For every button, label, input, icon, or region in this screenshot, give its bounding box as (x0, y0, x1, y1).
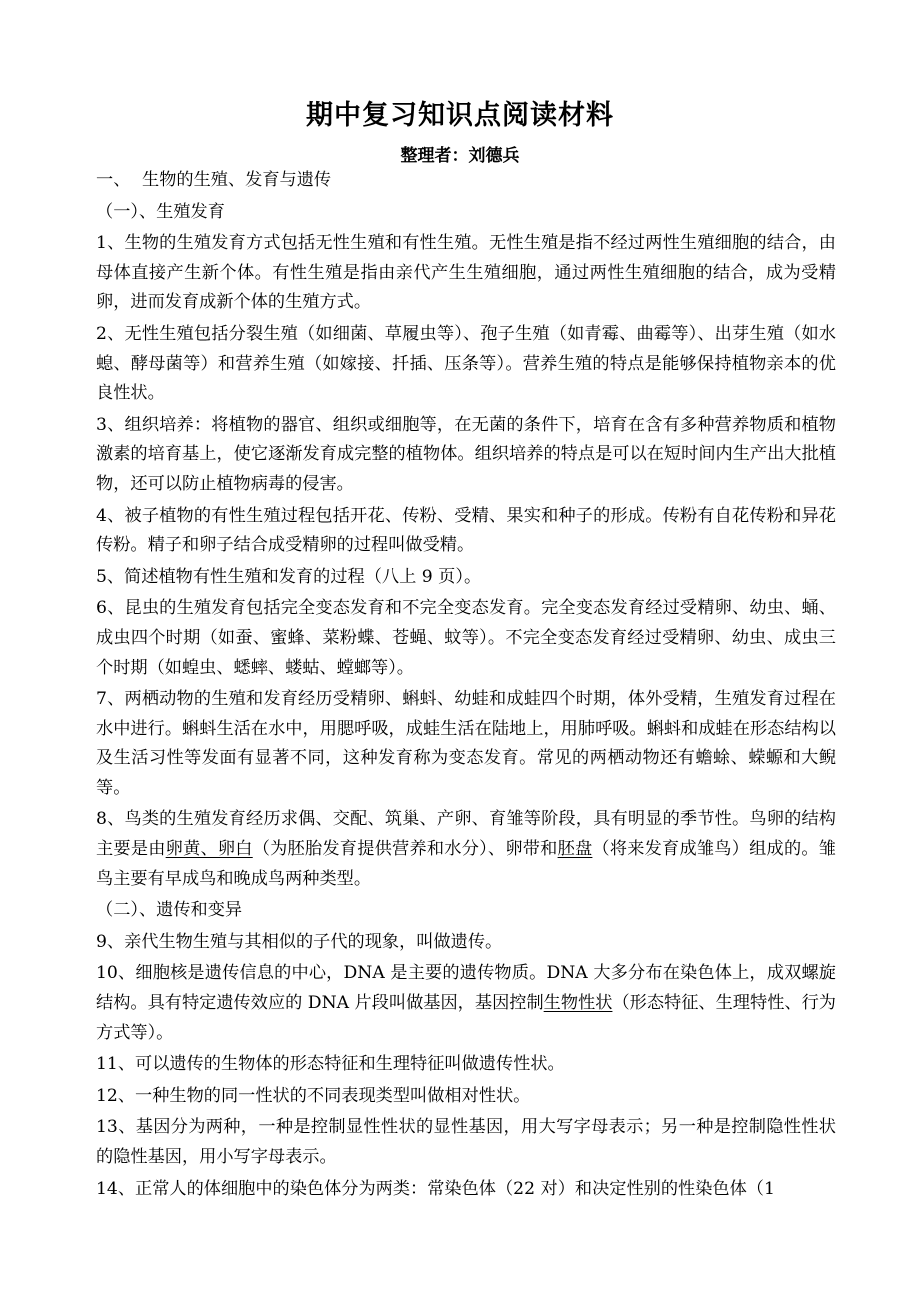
paragraph-5: 5、简述植物有性生殖和发育的过程（八上 9 页）。 (96, 566, 482, 587)
paragraph-10 (96, 959, 836, 1048)
p8-text-c: （将来发育成雏鸟）组成的。雏鸟主要有早成鸟和晚成鸟两种类型。 (96, 839, 836, 889)
p10-text-a: 10、细胞核是遗传信息的中心，DNA 是主要的遗传物质。DNA 大多分布在染色体上，成双螺旋结构。具有特定遗传效应的 DNA 片段叫做基因，基因控制 (96, 963, 836, 1014)
paragraph-6: 6、昆虫的生殖发育包括完全变态发育和不完全变态发育。完全变态发育经过受精卵、幼虫、蛹、成虫四个时期（如蚕、蜜蜂、菜粉蝶、苍蝇、蚊等）。不完全变态发育经过受精卵、幼虫、成虫三个时期（如蝗虫、蟋蟀、蝼蛄、螳螂等）。 (96, 598, 836, 678)
subsection-heading: （二）、遗传和变异 (96, 900, 243, 921)
section-title: 生物的生殖、发育与遗传 (142, 170, 332, 190)
paragraph-2: 2、无性生殖包括分裂生殖（如细菌、草履虫等）、孢子生殖（如青霉、曲霉等）、出芽生殖（如水螅、酵母菌等）和营养生殖（如嫁接、扦插、压条等）。营养生殖的特点是能够保持植物亲本的优良性状。 (96, 323, 836, 404)
paragraph-8 (96, 805, 836, 894)
section-heading (96, 166, 836, 196)
paragraph-9: 9、亲代生物生殖与其相似的子代的现象，叫做遗传。 (96, 931, 503, 952)
paragraph-11: 11、可以遗传的生物体的形态特征和生理特征叫做遗传性状。 (96, 1054, 565, 1075)
paragraph-12: 12、一种生物的同一性状的不同表现类型叫做相对性状。 (96, 1085, 531, 1106)
document-title: 期中复习知识点阅读材料 (306, 100, 614, 131)
paragraph-7: 7、两栖动物的生殖和发育经历受精卵、蝌蚪、幼蛙和成蛙四个时期，体外受精，生殖发育过程在水中进行。蝌蚪生活在水中，用腮呼吸，成蛙生活在陆地上，用肺呼吸。蝌蚪和成蛙在形态结构以及生活习性等发面有显著不同，这种发育称为变态发育。常见的两栖动物还有蟾蜍、蝾螈和大鲵等。 (96, 689, 836, 798)
p10-text-b: （形态特征、生理特性、行为方式等）。 (96, 993, 836, 1043)
p8-text-a: 8、鸟类的生殖发育经历求偶、交配、筑巢、产卵、育雏等阶段，具有明显的季节性。鸟卵的结构主要是由 (96, 809, 836, 860)
p8-underline-1: 卵黄、卵白 (165, 839, 253, 860)
subsection-heading: （一）、生殖发育 (96, 201, 225, 222)
p8-underline-2: 胚盘 (557, 839, 593, 860)
paragraph-1: 1、生物的生殖发育方式包括无性生殖和有性生殖。无性生殖是指不经过两性生殖细胞的结合，由母体直接产生新个体。有性生殖是指由亲代产生生殖细胞，通过两性生殖细胞的结合，成为受精卵，进而发育成新个体的生殖方式。 (96, 233, 836, 313)
paragraph-4: 4、被子植物的有性生殖过程包括开花、传粉、受精、果实和种子的形成。传粉有自花传粉和异花传粉。精子和卵子结合成受精卵的过程叫做受精。 (96, 505, 836, 556)
paragraph-14: 14、正常人的体细胞中的染色体分为两类：常染色体（22 对）和决定性别的性染色体（1 (96, 1178, 775, 1199)
p10-underline-1: 生物性状 (543, 993, 613, 1014)
p8-text-b: （为胚胎发育提供营养和水分）、卵带和 (252, 839, 558, 860)
paragraph-3: 3、组织培养：将植物的器官、组织或细胞等，在无菌的条件下，培育在含有多种营养物质和植物激素的培育基上，使它逐渐发育成完整的植物体。组织培养的特点是可以在短时间内生产出大批植物，还可以防止植物病毒的侵害。 (96, 414, 836, 494)
document-author: 整理者：刘德兵 (400, 146, 520, 166)
document-body (96, 166, 836, 1206)
paragraph-13: 13、基因分为两种，一种是控制显性性状的显性基因，用大写字母表示；另一种是控制隐性性状的隐性基因，用小写字母表示。 (96, 1117, 836, 1167)
section-number: 一、 (96, 170, 131, 190)
